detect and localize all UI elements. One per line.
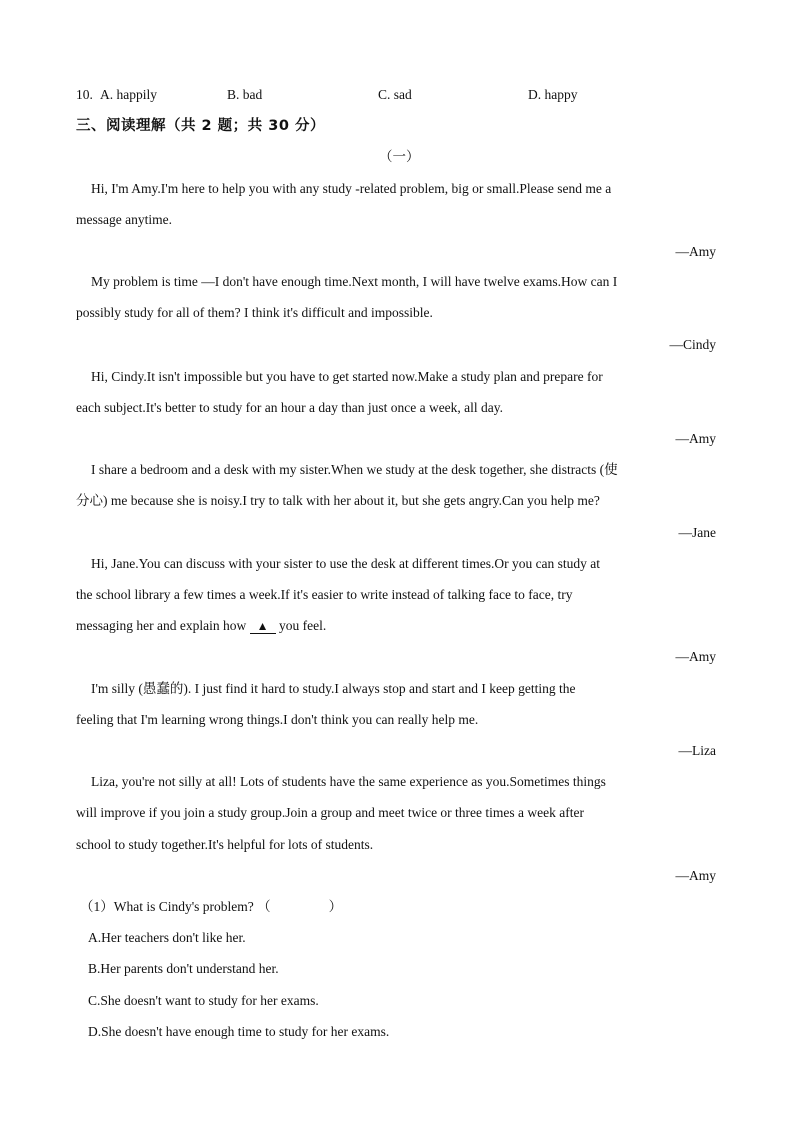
option-d: D.She doesn't have enough time to study for her exams.	[88, 1024, 390, 1039]
message-line: will improve if you join a study group.Join a group and meet twice or three times a week after	[76, 805, 584, 820]
message-line: message anytime.	[76, 212, 172, 227]
message-line-with-blank	[76, 617, 326, 635]
question-1-stem	[80, 898, 342, 916]
message-line: I'm silly (愚蠢的). I just find it hard to study.I always stop and start and I keep getting the	[91, 681, 576, 696]
message-line: Hi, Cindy.It isn't impossible but you have to get started now.Make a study plan and prepare for	[91, 369, 603, 384]
signature: —Liza	[678, 743, 716, 758]
passage-title: （一）	[379, 149, 420, 164]
message-line: possibly study for all of them? I think it's difficult and impossible.	[76, 305, 433, 320]
signature: —Amy	[675, 431, 716, 446]
message-line: Liza, you're not silly at all! Lots of students have the same experience as you.Sometimes things	[91, 774, 606, 789]
message-line: the school library a few times a week.If it's easier to write instead of talking face to face, try	[76, 587, 573, 602]
message-line-part: you feel.	[275, 618, 327, 633]
q10-option-a-text: A. happily	[100, 87, 157, 102]
question-stem-text: （1）What is Cindy's problem? （	[80, 899, 271, 914]
message-line: I share a bedroom and a desk with my sister.When we study at the desk together, she distracts (使	[91, 462, 618, 477]
signature: —Amy	[675, 868, 716, 883]
option-c: C.She doesn't want to study for her exams.	[88, 993, 319, 1008]
signature: —Amy	[675, 244, 716, 259]
message-line: 分心) me because she is noisy.I try to talk with her about it, but she gets angry.Can you help me?	[76, 493, 600, 508]
message-line: My problem is time —I don't have enough time.Next month, I will have twelve exams.How can I	[91, 274, 618, 289]
signature: —Cindy	[669, 337, 716, 352]
q10-option-d: D. happy	[528, 87, 578, 102]
q10-number: 10.	[76, 87, 93, 102]
signature: —Jane	[678, 525, 716, 540]
message-line: Hi, I'm Amy.I'm here to help you with any study -related problem, big or small.Please send me a	[91, 181, 612, 196]
option-b: B.Her parents don't understand her.	[88, 961, 279, 976]
message-line: feeling that I'm learning wrong things.I don't think you can really help me.	[76, 712, 479, 727]
q10-option-c: C. sad	[378, 87, 412, 102]
message-line: each subject.It's better to study for an hour a day than just once a week, all day.	[76, 400, 504, 415]
q10-option-b: B. bad	[227, 87, 263, 102]
section-heading: 三、阅读理解（共 2 题；共 30 分）	[76, 118, 325, 134]
answer-blank: ▲	[250, 619, 276, 634]
option-a: A.Her teachers don't like her.	[88, 930, 246, 945]
signature: —Amy	[675, 649, 716, 664]
message-line-part: messaging her and explain how	[76, 618, 250, 633]
message-line: school to study together.It's helpful for lots of students.	[76, 837, 374, 852]
question-stem-close: ）	[328, 899, 343, 914]
message-line: Hi, Jane.You can discuss with your sister to use the desk at different times.Or you can study at	[91, 556, 601, 571]
q10-option-a	[76, 86, 93, 104]
